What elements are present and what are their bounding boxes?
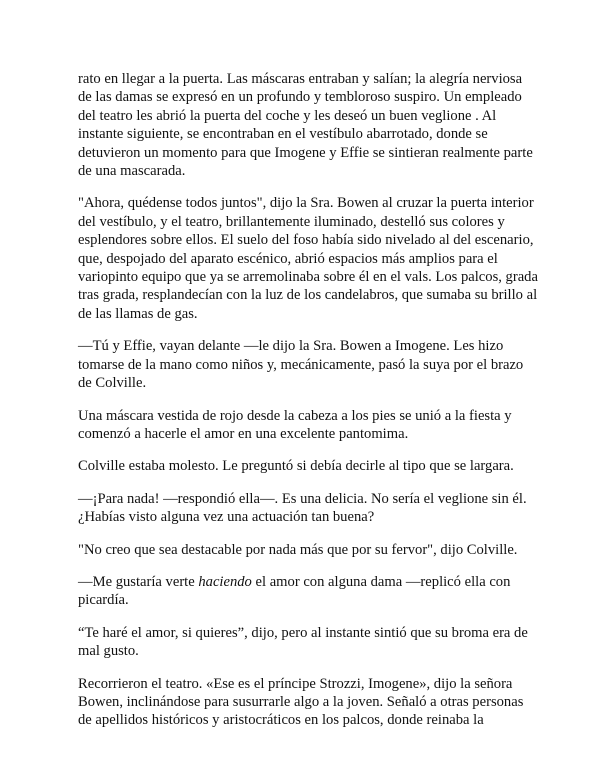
- paragraph-8-italic: haciendo: [198, 573, 252, 590]
- paragraph-4: Una máscara vestida de rojo desde la cabeza a los pies se unió a la fiesta y comenzó a hacerle el amor en una excelente pantomima.: [78, 407, 512, 442]
- paragraph-8-start: —Me gustaría verte: [78, 573, 199, 590]
- paragraph-6: —¡Para nada! —respondió ella—. Es una delicia. No sería el veglione sin él. ¿Habías visto alguna vez una actuación tan buena?: [78, 490, 527, 526]
- paragraph-8: [78, 573, 538, 610]
- paragraph-2: "Ahora, quédense todos juntos", dijo la Sra. Bowen al cruzar la puerta interior del vestíbulo, y el teatro, brillantemente iluminado, destelló sus colores y esplendores sobre ellos. El suelo del foso había sido nivelado al del escenario, que, despojado del aparato escénico, abrió espacios más amplios para el variopinto equipo que ya se arremolinaba sobre él en el vals. Los palcos, grada tras grada, resplandecían con la luz de los candelabros, que sumaba su brillo al de las llamas de gas.: [78, 195, 538, 322]
- paragraph-3: —Tú y Effie, vayan delante —le dijo la Sra. Bowen a Imogene. Les hizo tomarse de la mano como niños y, mecánicamente, pasó la suya por el brazo de Colville.: [78, 338, 524, 392]
- paragraph-7: "No creo que sea destacable por nada más que por su fervor", dijo Colville.: [78, 541, 518, 558]
- paragraph-10: Recorrieron el teatro. «Ese es el príncipe Strozzi, Imogene», dijo la señora Bowen, inclinándose para susurrarle algo a la joven. Señaló a otras personas de apellidos históricos y aristocráticos en los palcos, donde reinaba la: [78, 675, 524, 729]
- paragraph-9: “Te haré el amor, si quieres”, dijo, pero al instante sintió que su broma era de mal gusto.: [78, 624, 528, 660]
- paragraph-5: Colville estaba molesto. Le preguntó si debía decirle al tipo que se largara.: [78, 458, 514, 475]
- paragraph-1: rato en llegar a la puerta. Las máscaras entraban y salían; la alegría nerviosa de las damas se expresó en un profundo y tembloroso suspiro. Un empleado del teatro les abrió la puerta del coche y les deseó un buen veglione . Al instante siguiente, se encontraban en el vestíbulo abarrotado, donde se detuvieron un momento para que Imogene y Effie se sintieran realmente parte de una mascarada.: [78, 71, 533, 180]
- paragraph-8-end: el amor con alguna dama —replicó ella con picardía.: [78, 573, 511, 609]
- document-page: [78, 70, 538, 744]
